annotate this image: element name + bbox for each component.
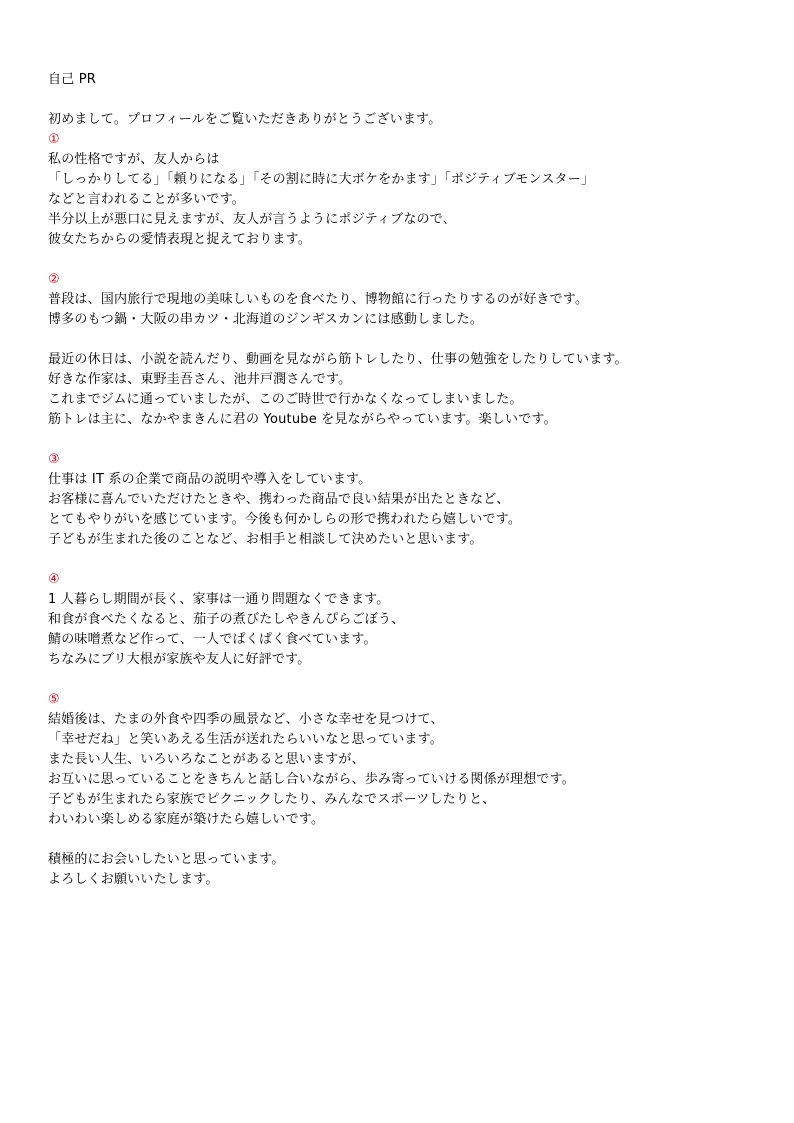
section-5-marker: ⑤ — [48, 692, 60, 707]
section-5-line: わいわい楽しめる家庭が築けたら嬉しいです。 — [48, 812, 325, 827]
intro-line: 初めまして。プロフィールをご覧いただきありがとうございます。 — [48, 112, 442, 127]
section-4-line: 1 人暮らし期間が長く、家事は一通り問題なくできます。 — [48, 592, 390, 607]
section-3-marker: ③ — [48, 452, 60, 467]
spacer — [48, 830, 768, 850]
section-2-line: 筋トレは主に、なかやまきんに君の Youtube を見ながらやっています。楽しいです。 — [48, 412, 557, 427]
section-4-line: 和食が食べたくなると、茄子の煮びたしやきんぴらごぼう、 — [48, 612, 405, 627]
spacer — [48, 550, 768, 570]
section-4-line: 鯖の味噌煮など作って、一人でぱくぱく食べています。 — [48, 632, 377, 647]
section-2-line: 博多のもつ鍋・大阪の串カツ・北海道のジンギスカンには感動しました。 — [48, 312, 484, 327]
section-2-marker: ② — [48, 272, 60, 287]
section-2-line: 好きな作家は、東野圭吾さん、池井戸潤さんです。 — [48, 372, 352, 387]
section-5-line: 子どもが生まれたら家族でピクニックしたり、みんなでスポーツしたりと、 — [48, 792, 496, 807]
spacer — [48, 670, 768, 690]
section-4-line: ちなみにブリ大根が家族や友人に好評です。 — [48, 652, 311, 667]
spacer — [48, 250, 768, 270]
spacer — [48, 90, 768, 110]
section-1-marker: ① — [48, 132, 60, 147]
section-5-line: お互いに思っていることをきちんと話し合いながら、歩み寄っていける関係が理想です。 — [48, 772, 575, 787]
document-title: 自己 PR — [48, 72, 97, 87]
section-3-line: とてもやりがいを感じています。今後も何かしらの形で携われたら嬉しいです。 — [48, 512, 522, 527]
document-page — [48, 70, 768, 890]
section-3-line: お客様に喜んでいただけたときや、携わった商品で良い結果が出たときなど、 — [48, 492, 510, 507]
spacer — [48, 430, 768, 450]
section-3-line: 子どもが生まれた後のことなど、お相手と相談して決めたいと思います。 — [48, 532, 483, 547]
section-5-line: 「幸せだね」と笑いあえる生活が送れたらいいなと思っています。 — [48, 732, 443, 747]
section-3-line: 仕事は IT 系の企業で商品の説明や導入をしています。 — [48, 472, 372, 487]
section-2-line: これまでジムに通っていましたが、このご時世で行かなくなってしまいました。 — [48, 392, 523, 407]
section-1-line: 「しっかりしてる」「頼りになる」「その割に時に大ボケをかます」「ポジティブモンスター」 — [48, 172, 595, 187]
spacer — [48, 330, 768, 350]
section-5-line: また長い人生、いろいろなことがあると思いますが、 — [48, 752, 365, 767]
section-5-line: 結婚後は、たまの外食や四季の風景など、小さな幸せを見つけて、 — [48, 712, 444, 727]
section-1-line: などと言われることが多いです。 — [48, 192, 245, 207]
section-4-marker: ④ — [48, 572, 60, 587]
closing-line: よろしくお願いいたします。 — [48, 872, 219, 887]
section-2-line: 普段は、国内旅行で現地の美味しいものを食べたり、博物館に行ったりするのが好きです。 — [48, 292, 589, 307]
section-2-line: 最近の休日は、小説を読んだり、動画を見ながら筋トレしたり、仕事の勉強をしたりしています。 — [48, 352, 628, 367]
section-1-line: 私の性格ですが、友人からは — [48, 152, 220, 167]
closing-line: 積極的にお会いしたいと思っています。 — [48, 852, 285, 867]
section-1-line: 半分以上が悪口に見えますが、友人が言うようにポジティブなので、 — [48, 212, 456, 227]
section-1-line: 彼女たちからの愛情表現と捉えております。 — [48, 232, 311, 247]
